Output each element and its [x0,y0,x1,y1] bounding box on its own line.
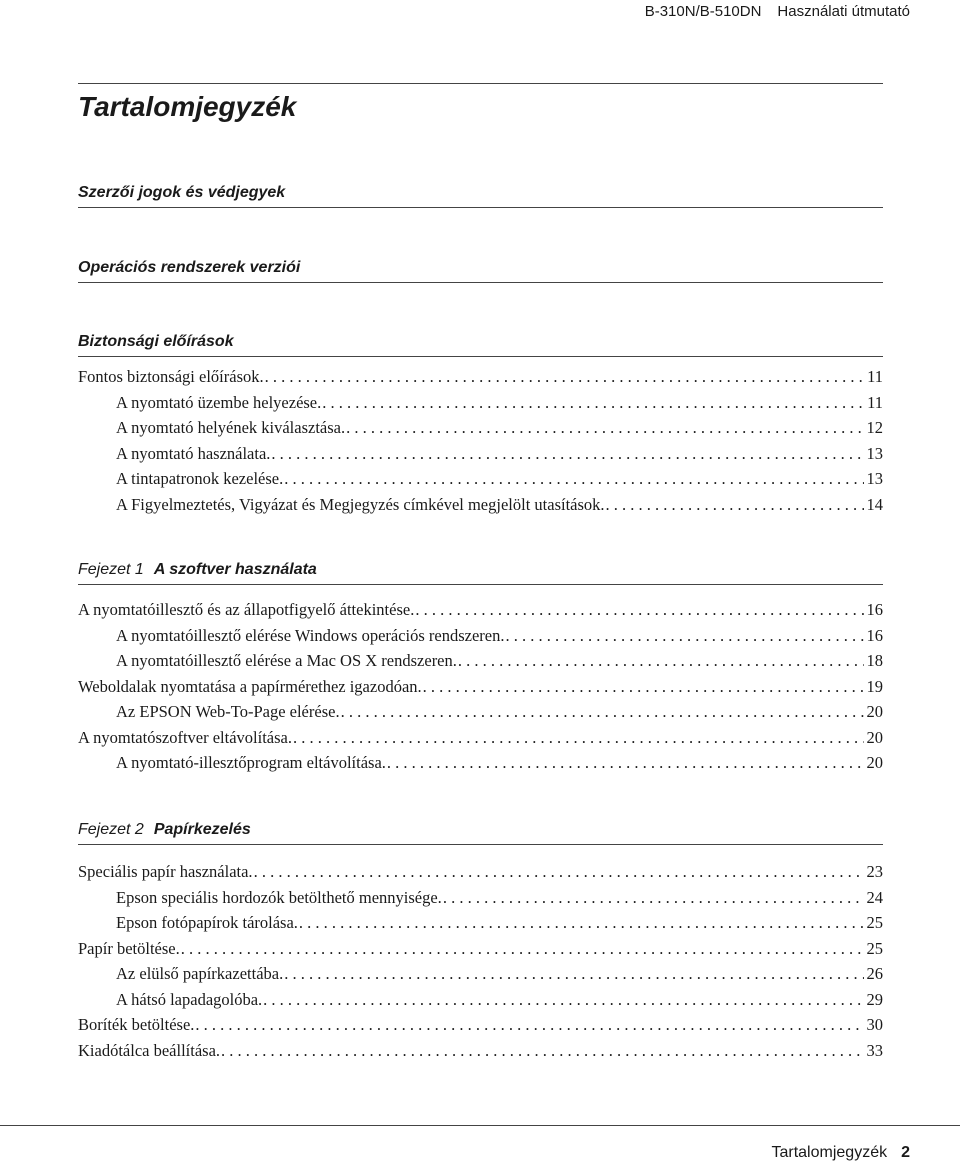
toc-entry[interactable]: Boríték betöltése. . . . 30 [78,1012,883,1038]
toc-entry[interactable]: A nyomtatóillesztő elérése Windows operációs rendszeren. . . . 16 [78,623,883,649]
toc-entry[interactable]: Kiadótálca beállítása. . . . 33 [78,1038,883,1064]
header-guide: Használati útmutató [777,3,910,20]
toc-heading-copyright[interactable]: Szerzői jogok és védjegyek [78,182,883,208]
running-header [645,0,910,24]
toc-list-chapter-2 [78,859,883,1063]
toc-heading-safety[interactable]: Biztonsági előírások [78,331,883,357]
toc-entry[interactable]: A nyomtatószoftver eltávolítása. . . . 20 [78,725,883,751]
footer-section: Tartalomjegyzék [771,1144,888,1161]
toc-list-chapter-1 [78,597,883,776]
chapter-2-label: Fejezet 2 [78,821,144,838]
page-number: 2 [901,1144,910,1161]
chapter-2-title: Papírkezelés [153,821,251,838]
toc-heading-os-versions[interactable]: Operációs rendszerek verziói [78,257,883,283]
toc-heading-chapter-1[interactable] [78,559,883,585]
toc-entry[interactable]: A nyomtatóillesztő elérése a Mac OS X rendszeren. . . . 18 [78,648,883,674]
page-title-block [78,83,883,124]
toc-entry[interactable]: A nyomtatóillesztő és az állapotfigyelő áttekintése. . . . 16 [78,597,883,623]
toc-entry[interactable]: Az elülső papírkazettába. . . . 26 [78,961,883,987]
toc-entry[interactable]: A hátsó lapadagolóba. . . . 29 [78,987,883,1013]
chapter-1-label: Fejezet 1 [78,561,144,578]
running-footer [771,1142,910,1164]
toc-entry[interactable]: A tintapatronok kezelése. . . . 13 [78,466,883,492]
page-title: Tartalomjegyzék [78,91,297,122]
toc-entry[interactable]: Weboldalak nyomtatása a papírmérethez igazodóan. . . . 19 [78,674,883,700]
toc-entry[interactable]: A nyomtató üzembe helyezése. . . . 11 [78,390,883,416]
toc-entry[interactable]: A nyomtató-illesztőprogram eltávolítása. . . . 20 [78,750,883,776]
toc-entry[interactable]: A nyomtató használata. . . . 13 [78,441,883,467]
footer-divider [0,1125,960,1126]
toc-entry[interactable]: Speciális papír használata. . . . 23 [78,859,883,885]
header-model: B-310N/B-510DN [644,3,762,20]
toc-entry[interactable]: Fontos biztonsági előírások. . . . 11 [78,364,883,390]
toc-entry[interactable]: A nyomtató helyének kiválasztása. . . . 12 [78,415,883,441]
toc-heading-chapter-2[interactable] [78,819,883,845]
toc-entry[interactable]: Epson fotópapírok tárolása. . . . 25 [78,910,883,936]
toc-entry[interactable]: A Figyelmeztetés, Vigyázat és Megjegyzés címkével megjelölt utasítások. . . . 14 [78,492,883,518]
toc-entry[interactable]: Epson speciális hordozók betölthető mennyisége. . . . 24 [78,885,883,911]
toc-list-safety [78,364,883,517]
toc-entry[interactable]: Az EPSON Web-To-Page elérése. . . . 20 [78,699,883,725]
chapter-1-title: A szoftver használata [153,561,317,578]
toc-entry[interactable]: Papír betöltése. . . . 25 [78,936,883,962]
